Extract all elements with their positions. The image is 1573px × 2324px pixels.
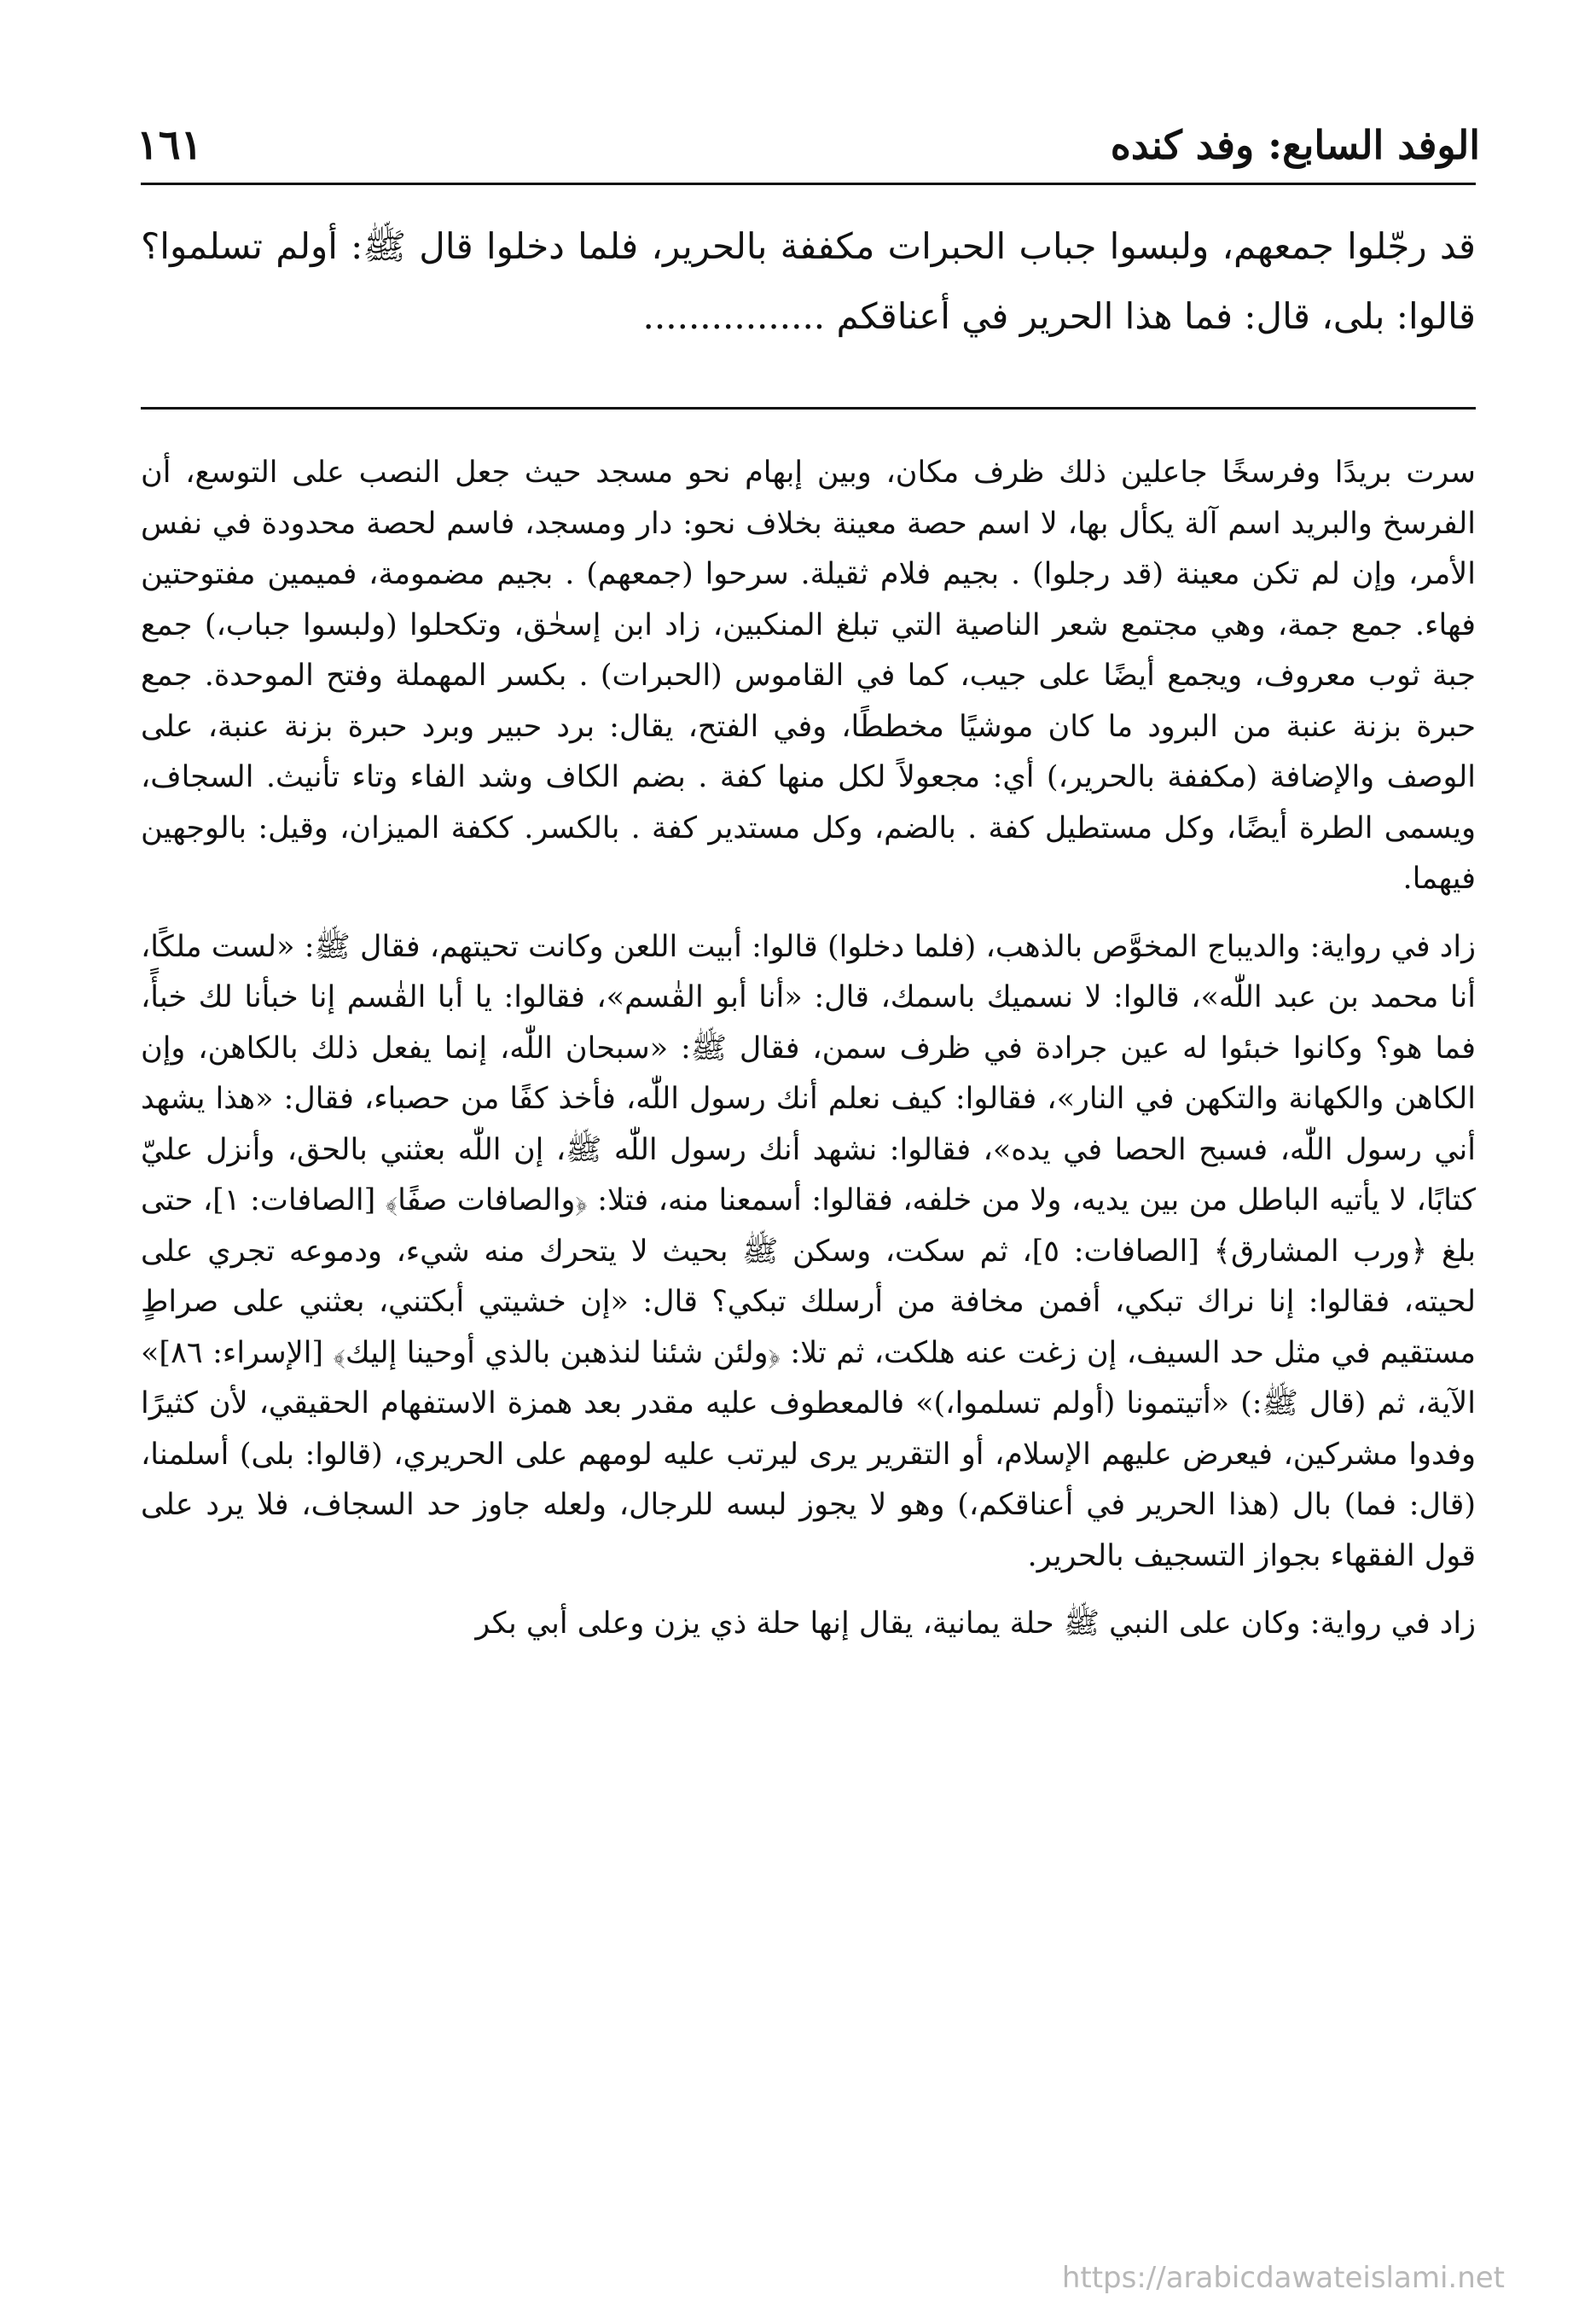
commentary-paragraph: زاد في رواية: وكان على النبي ﷺ حلة يمانية، يقال إنها حلة ذي يزن وعلى أبي بكر — [475, 1606, 1476, 1641]
commentary-paragraph: سرت بريدًا وفرسخًا جاعلين ذلك ظرف مكان، وبين إبهام نحو مسجد حيث جعل النصب على التوسع، أن الفرسخ والبريد اسم آلة يكأل بها، لا اسم حصة معينة بخلاف نحو: دار ومسجد، فاسم لحصة محدودة في نفس الأمر، وإن لم تكن معينة (قد رجلوا) . بجيم فلام ثقيلة. سرحوا (جمعهم) . بجيم مضمومة، فميمين مفتوحتين فهاء. جمع جمة، وهي مجتمع شعر الناصية التي تبلغ المنكبين، زاد ابن إسحٰق، وتكحلوا (ولبسوا جباب،) جمع جبة ثوب معروف، ويجمع أيضًا على جيب، كما في القاموس (الحبرات) . بكسر المهملة وفتح الموحدة. جمع حبرة بزنة عنبة من البرود ما كان موشيًا مخططًا، وفي الفتح، يقال: برد حبير وبرد حبرة بزنة عنبة، على الوصف والإضافة (مكففة بالحرير،) أي: مجعولاً لكل منها كفة . بضم الكاف وشد الفاء وتاء تأنيث. السجاف، ويسمى الطرة أيضًا، وكل مستطيل كفة . بالضم، وكل مستدير كفة . بالكسر. ككفة الميزان، وقيل: بالوجهين فيهما. — [141, 456, 1476, 896]
running-title: الوفد السابع: وفد كنده — [1110, 122, 1480, 168]
commentary — [141, 448, 1476, 1650]
watermark-url: https://arabicdawateislami.net — [1061, 2261, 1505, 2295]
hadith-text: قد رجّلوا جمعهم، ولبسوا جباب الحبرات مكففة بالحرير، فلما دخلوا قال ﷺ: أولم تسلموا؟ قالوا: بلى، قال: فما هذا الحرير في أعناقكم ................ — [141, 225, 1476, 337]
page-number: ١٦١ — [136, 121, 203, 169]
header-rule — [141, 183, 1476, 185]
commentary-paragraph: زاد في رواية: والديباج المخوَّص بالذهب، (فلما دخلوا) قالوا: أبيت اللعن وكانت تحيتهم، فقال ﷺ: «لست ملكًا، أنا محمد بن عبد اللّٰه»، قالوا: لا نسميك باسمك، قال: «أنا أبو القٰسم»، فقالوا: يا أبا القٰسم إنا خبأنا لك خبأً، فما هو؟ وكانوا خبئوا له عين جرادة في ظرف سمن، فقال ﷺ: «سبحان اللّٰه، إنما يفعل ذلك بالكاهن، وإن الكاهن والكهانة والتكهن في النار»، فقالوا: كيف نعلم أنك رسول اللّٰه، فأخذ كفًا من حصباء، فقال: «هذا يشهد أني رسول اللّٰه، فسبح الحصا في يده»، فقالوا: نشهد أنك رسول اللّٰه ﷺ، إن اللّٰه بعثني بالحق، وأنزل عليّ كتابًا، لا يأتيه الباطل من بين يديه، ولا من خلفه، فقالوا: أسمعنا منه، فتلا: ﴿والصافات صفًا﴾ [الصافات: ١]، حتى بلغ ﴿ورب المشارق﴾ [الصافات: ٥]، ثم سكت، وسكن ﷺ بحيث لا يتحرك منه شيء، ودموعه تجري على لحيته، فقالوا: إنا نراك تبكي، أفمن مخافة من أرسلك تبكي؟ قال: «إن خشيتي أبكتني، بعثني على صراطٍ مستقيم في مثل حد السيف، إن زغت عنه هلكت، ثم تلا: ﴿ولئن شئنا لنذهبن بالذي أوحينا إليك﴾ [الإسراء: ٨٦]» الآية، ثم (قال ﷺ:) «أتيتمونا (أولم تسلموا،)» فالمعطوف عليه مقدر بعد همزة الاستفهام الحقيقي، لأن كثيرًا وفدوا مشركين، فيعرض عليهم الإسلام، أو التقرير يرى ليرتب عليه لومهم على الحريري، (قالوا: بلى) أسلمنا، (قال: فما) بال (هذا الحرير في أعناقكم،) وهو لا يجوز لبسه للرجال، ولعله جاوز حد السجاف، فلا يرد على قول الفقهاء بجواز التسجيف بالحرير. — [141, 929, 1476, 1573]
page-header — [136, 111, 1480, 179]
section-divider — [141, 407, 1476, 410]
